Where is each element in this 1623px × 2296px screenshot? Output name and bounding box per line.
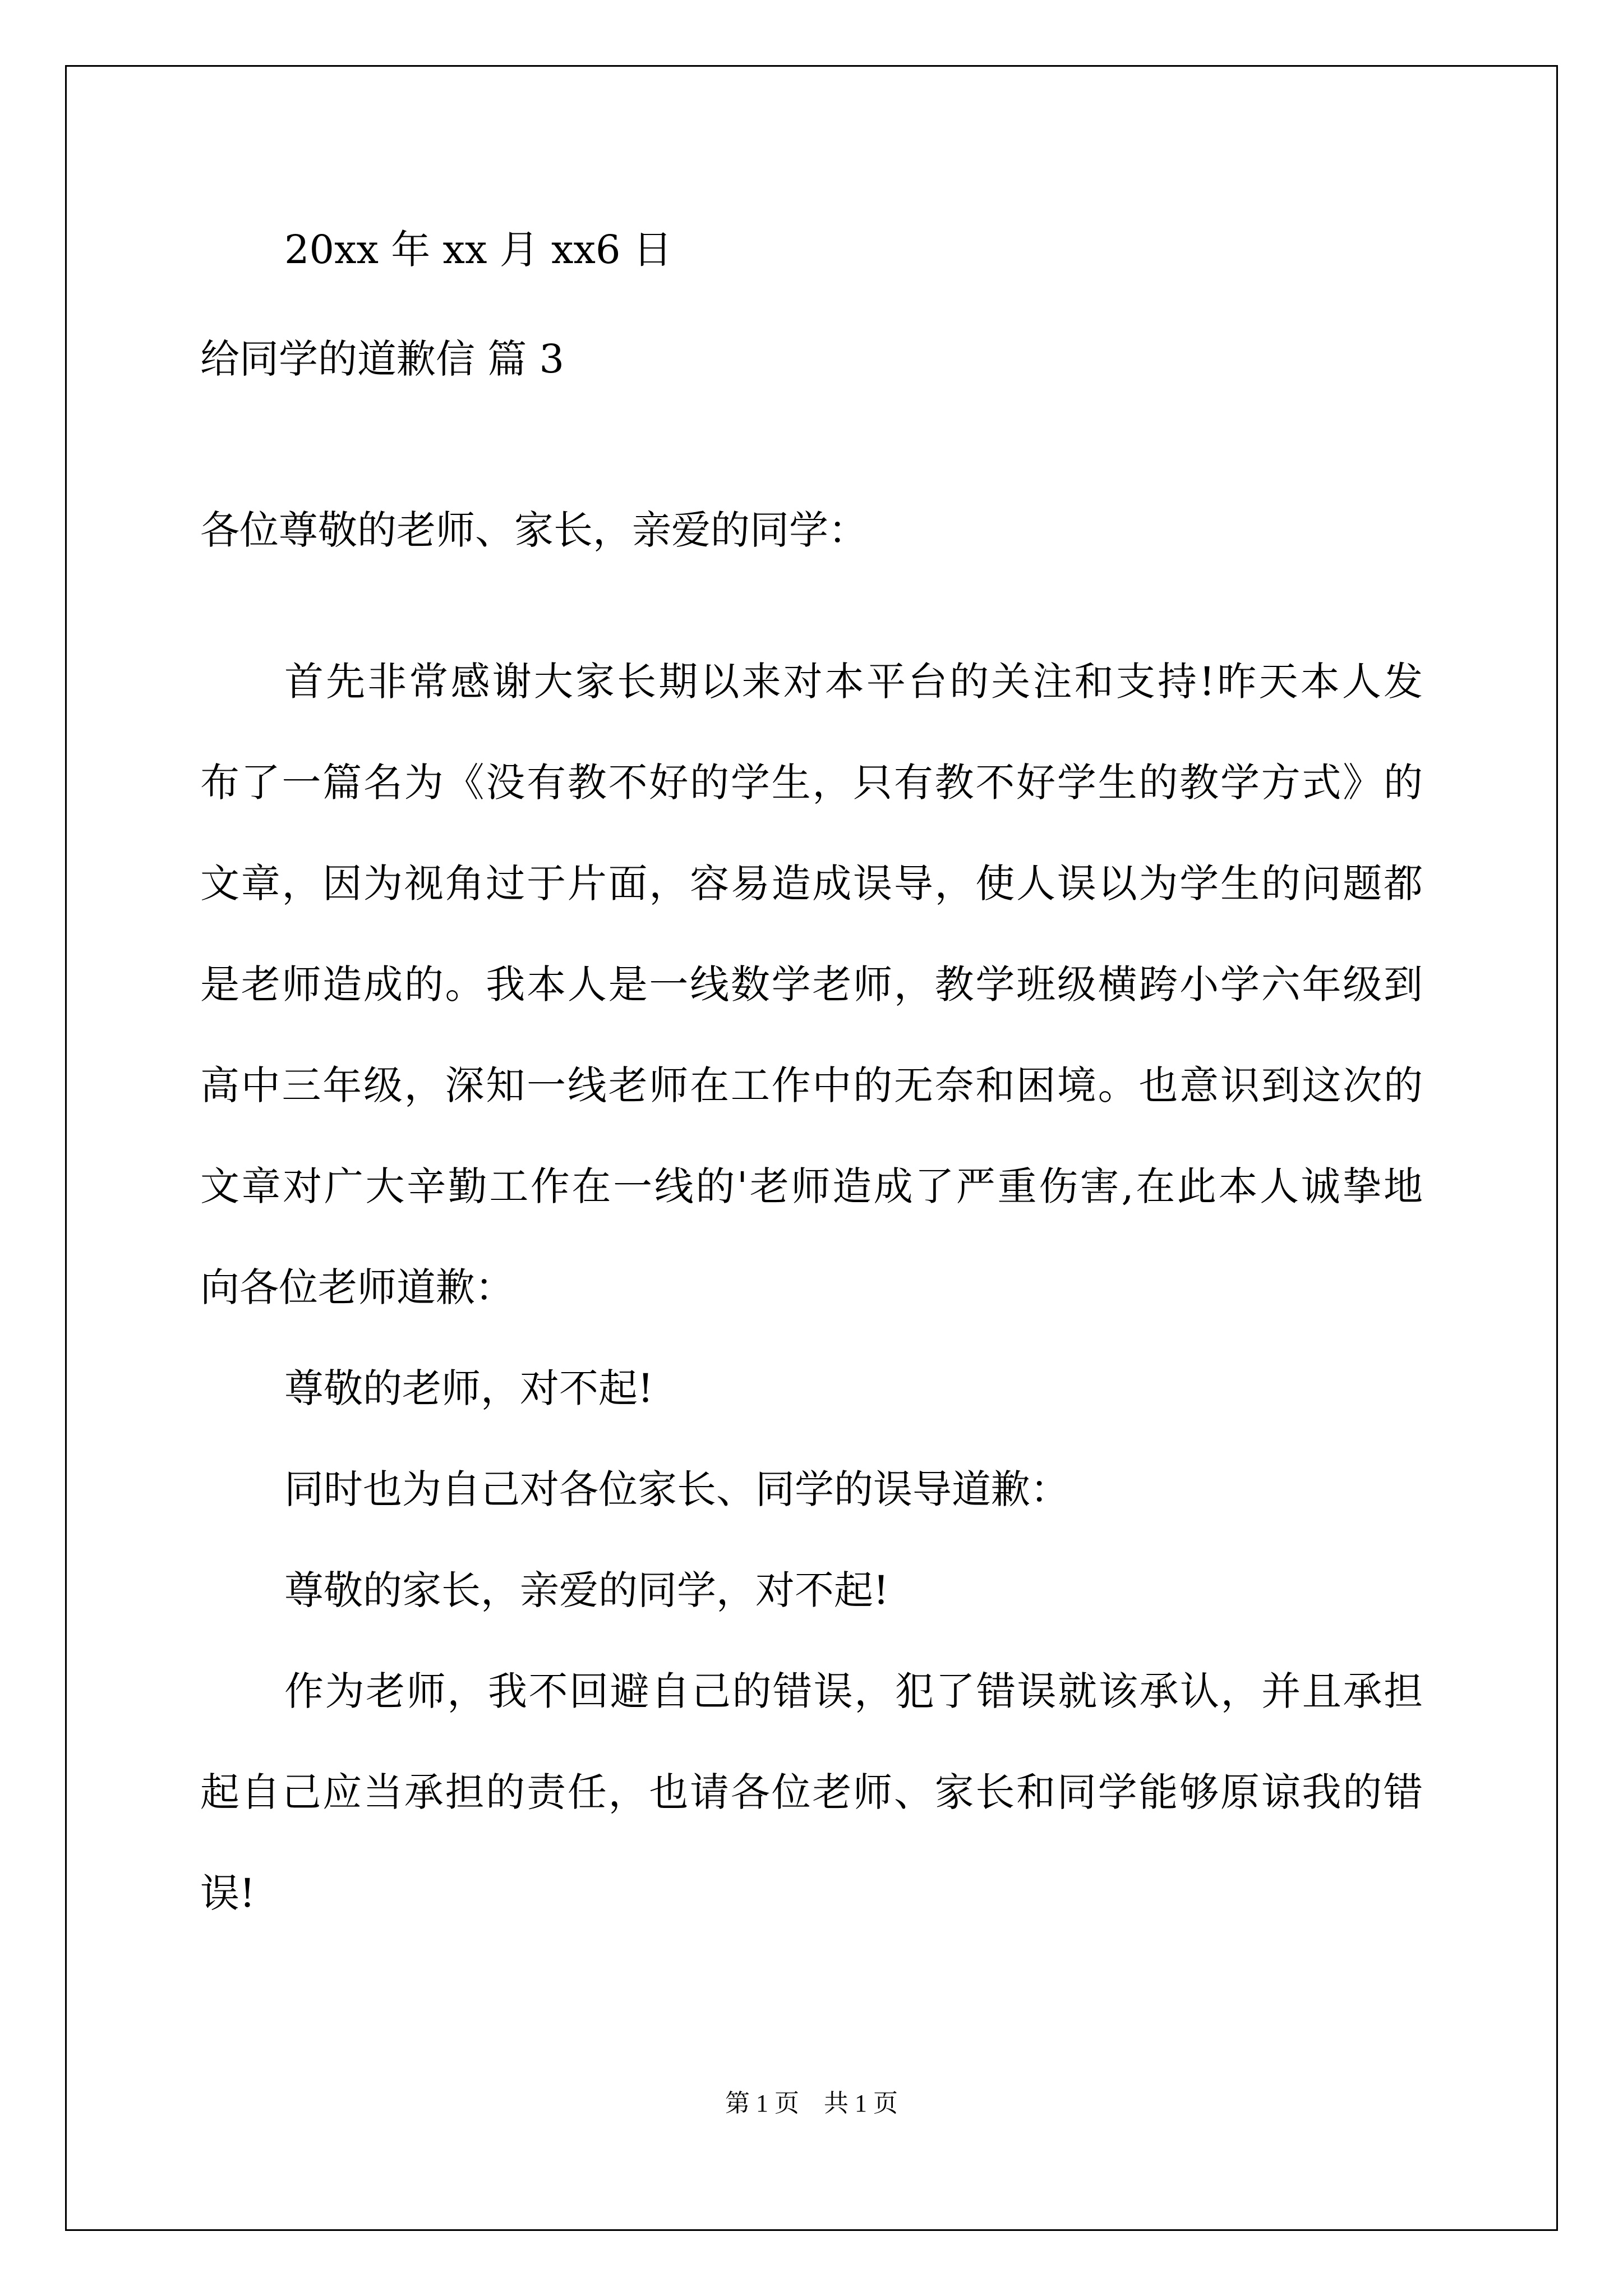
paragraph-line: 布了一篇名为《没有教不好的学生，只有教不好学生的教学方式》的 [200,760,1423,806]
page-footer: 第 1 页 共 1 页 [725,2090,898,2117]
paragraph-line: 高中三年级，深知一线老师在工作中的无奈和困境。也意识到这次的 [200,1062,1423,1108]
paragraph-line: 是老师造成的。我本人是一线数学老师，教学班级横跨小学六年级到 [200,961,1423,1007]
page-border [65,65,1558,2231]
paragraph-line: 文章对广大辛勤工作在一线的'老师造成了严重伤害,在此本人诚挚地 [200,1163,1423,1209]
paragraph-line: 误! [200,1870,256,1916]
paragraph-line: 尊敬的老师，对不起! [284,1365,654,1411]
paragraph-line: 起自己应当承担的责任，也请各位老师、家长和同学能够原谅我的错 [200,1769,1423,1815]
date-line: 20xx 年 xx 月 xx6 日 [284,227,672,273]
paragraph-line: 向各位老师道歉： [200,1264,514,1310]
section-title: 给同学的道歉信 篇 3 [200,336,565,382]
paragraph-line: 文章，因为视角过于片面，容易造成误导，使人误以为学生的问题都 [200,861,1423,907]
paragraph-line: 同时也为自己对各位家长、同学的误导道歉： [284,1466,1069,1512]
paragraph-line: 首先非常感谢大家长期以来对本平台的关注和支持!昨天本人发 [284,659,1423,705]
greeting: 各位尊敬的老师、家长，亲爱的同学： [200,507,868,553]
paragraph-line: 尊敬的家长，亲爱的同学，对不起! [284,1567,889,1613]
paragraph-line: 作为老师，我不回避自己的错误，犯了错误就该承认，并且承担 [284,1668,1423,1714]
